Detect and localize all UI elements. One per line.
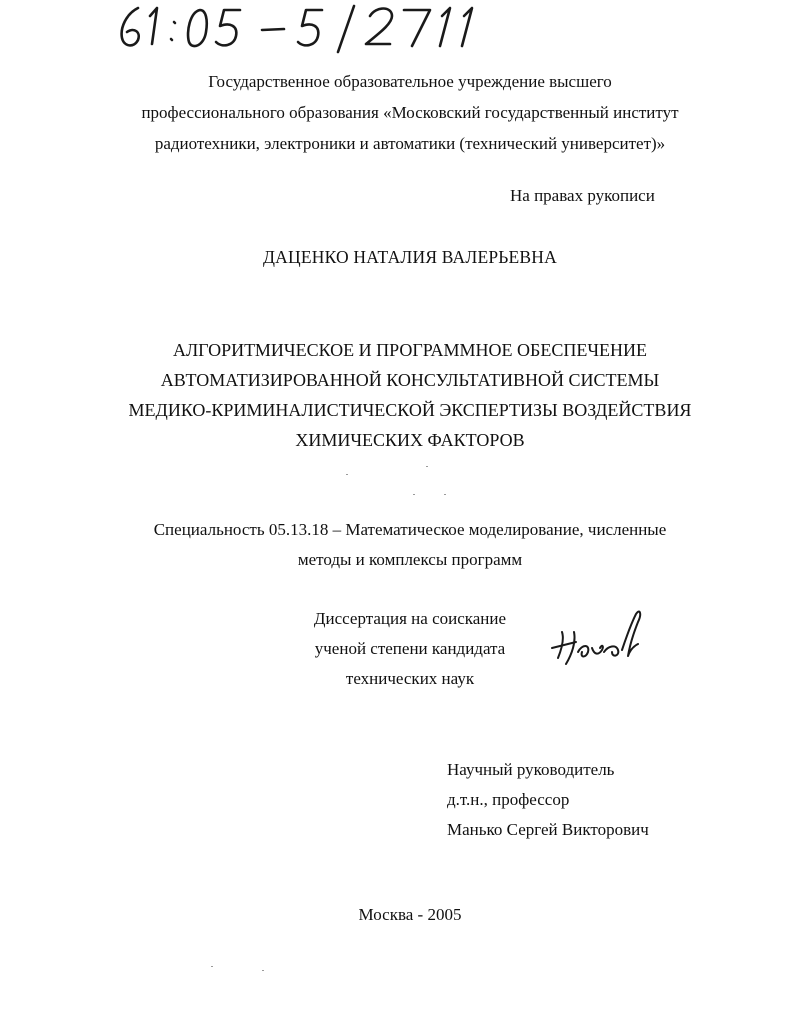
title-line-3: МЕДИКО-КРИМИНАЛИСТИЧЕСКОЙ ЭКСПЕРТИЗЫ ВОЗДЕЙСТВИЯ xyxy=(128,400,692,420)
supervisor-degree: д.т.н., профессор xyxy=(447,790,570,809)
title-line-4: ХИМИЧЕСКИХ ФАКТОРОВ xyxy=(295,430,525,450)
institution-line-1: Государственное образовательное учреждение высшего xyxy=(208,72,612,91)
degree-statement xyxy=(290,604,530,694)
scan-speck xyxy=(413,494,415,495)
archive-number-handwritten xyxy=(112,2,492,54)
supervisor-block xyxy=(447,755,649,845)
degree-line-3: технических наук xyxy=(345,669,475,688)
handwritten-archive-number-drawing xyxy=(112,2,492,54)
scan-speck xyxy=(211,966,213,967)
title-line-1: АЛГОРИТМИЧЕСКОЕ И ПРОГРАММНОЕ ОБЕСПЕЧЕНИЕ xyxy=(172,340,648,360)
thesis-title xyxy=(80,335,740,455)
scan-speck xyxy=(444,494,446,495)
scan-speck xyxy=(262,970,264,971)
institution-name xyxy=(100,66,720,159)
author-signature xyxy=(546,608,656,678)
degree-line-2: ученой степени кандидата xyxy=(314,639,506,658)
signature-drawing xyxy=(546,608,656,678)
city-year: Москва - 2005 xyxy=(358,905,462,924)
rights-note: На правах рукописи xyxy=(510,186,655,205)
specialty-line-1: Специальность 05.13.18 – Математическое моделирование, численные xyxy=(153,520,667,539)
specialty-line-2: методы и комплексы программ xyxy=(297,550,523,569)
supervisor-name: Манько Сергей Викторович xyxy=(447,820,649,839)
title-line-2: АВТОМАТИЗИРОВАННОЙ КОНСУЛЬТАТИВНОЙ СИСТЕМЫ xyxy=(160,370,660,390)
scan-speck xyxy=(346,474,348,475)
institution-line-3: радиотехники, электроники и автоматики (технический университет)» xyxy=(154,134,666,153)
institution-line-2: профессионального образования «Московский государственный институт xyxy=(141,103,679,122)
author-name: ДАЦЕНКО НАТАЛИЯ ВАЛЕРЬЕВНА xyxy=(263,247,557,267)
supervisor-role: Научный руководитель xyxy=(447,760,615,779)
scan-speck xyxy=(426,466,428,467)
degree-line-1: Диссертация на соискание xyxy=(313,609,507,628)
specialty xyxy=(110,515,710,575)
